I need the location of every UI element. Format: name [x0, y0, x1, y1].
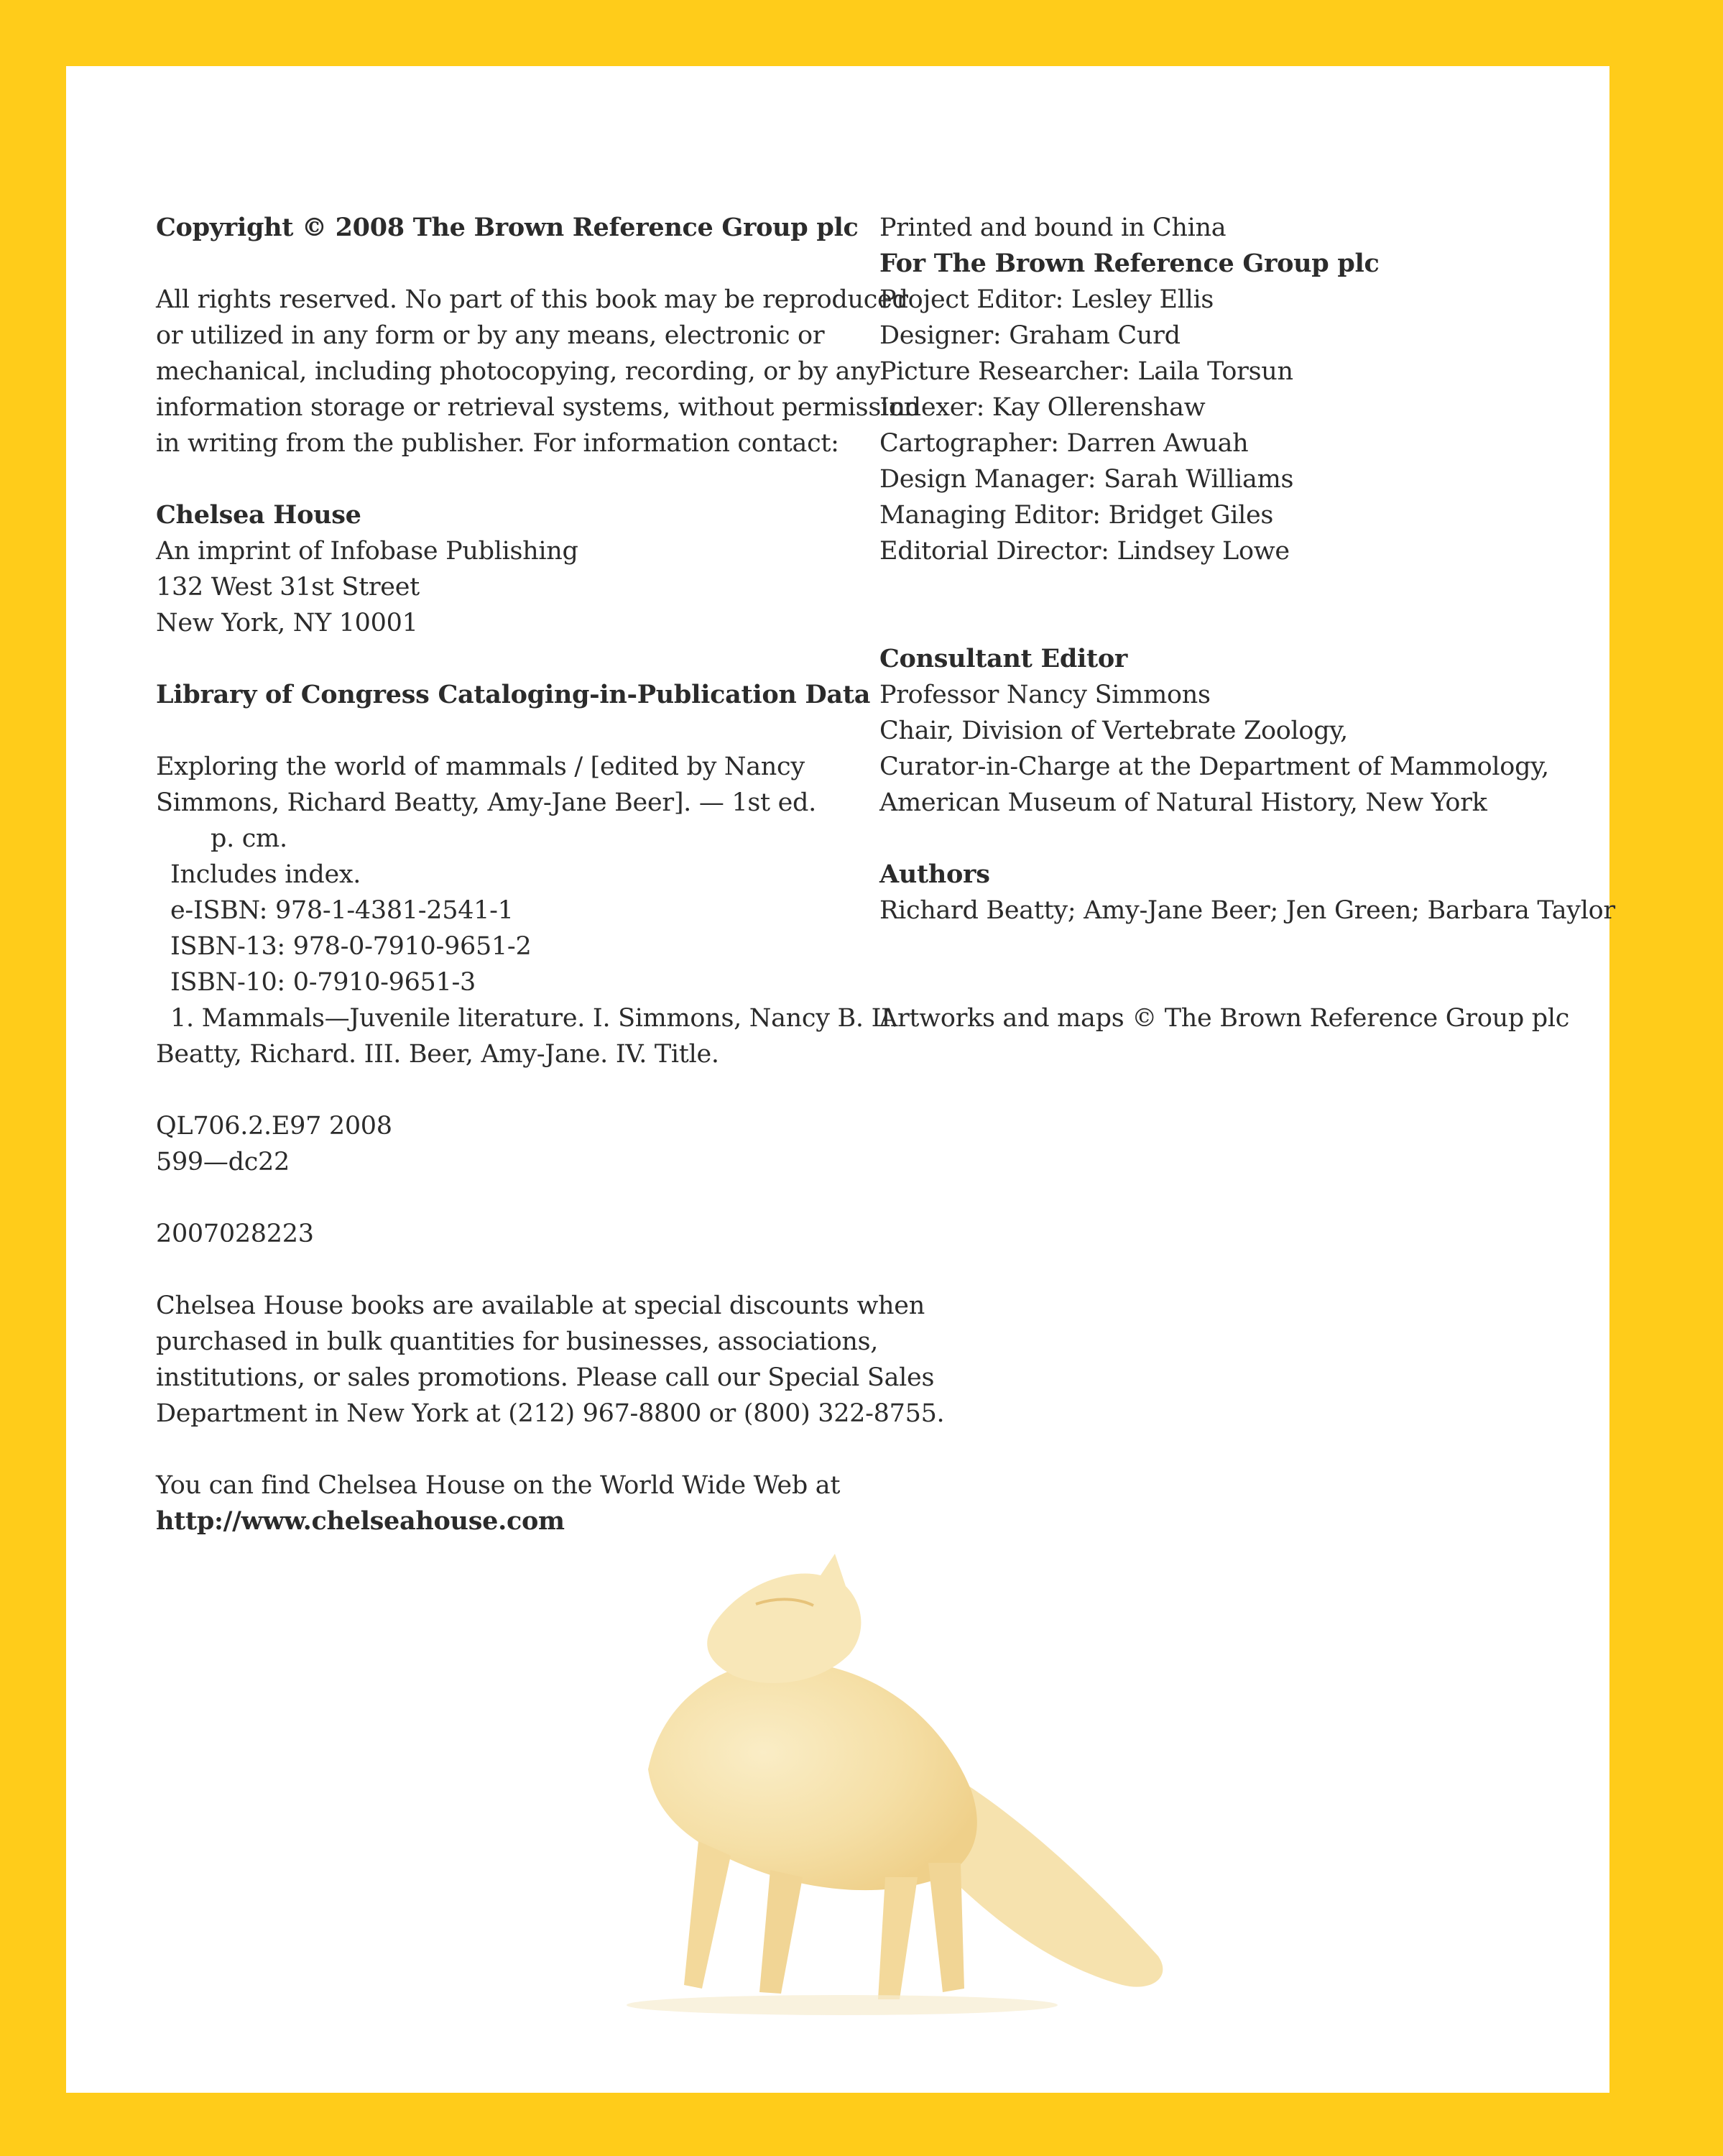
cip-subjects: 1. Mammals—Juvenile literature. I. Simmons, Nancy B. II. [170, 1004, 899, 1033]
rights-line: information storage or retrieval systems, without permission [156, 393, 920, 422]
cip-pcm: p. cm. [211, 824, 287, 853]
discount-line: institutions, or sales promotions. Please call our Special Sales [156, 1363, 935, 1392]
lc-classification: QL706.2.E97 2008 [156, 1112, 392, 1141]
fox-shadow [627, 1995, 1058, 2015]
credit-line: Managing Editor: Bridget Giles [879, 501, 1274, 530]
cip-subjects-cont: Beatty, Richard. III. Beer, Amy-Jane. IV. Title. [156, 1040, 719, 1069]
cip-title-line: Simmons, Richard Beatty, Amy-Jane Beer]. — 1st ed. [156, 788, 816, 817]
publisher-address: 132 West 31st Street [156, 573, 420, 602]
publisher-name: Chelsea House [156, 500, 361, 530]
rights-line: or utilized in any form or by any means, electronic or [156, 321, 825, 350]
consultant-line: Chair, Division of Vertebrate Zoology, [879, 717, 1348, 745]
authors-heading: Authors [879, 860, 990, 889]
discount-line: purchased in bulk quantities for businesses, associations, [156, 1327, 879, 1356]
lccn: 2007028223 [156, 1220, 314, 1248]
credit-line: Cartographer: Darren Awuah [879, 429, 1249, 458]
fox-head [707, 1554, 861, 1683]
rights-line: mechanical, including photocopying, recording, or by any [156, 357, 880, 386]
copyright-heading: Copyright © 2008 The Brown Reference Group plc [156, 213, 859, 242]
fox-illustration [540, 1554, 1273, 2042]
eisbn: e-ISBN: 978-1-4381-2541-1 [170, 896, 514, 925]
web-line: You can find Chelsea House on the World Wide Web at [156, 1471, 841, 1500]
fox-leg [878, 1877, 918, 1999]
cip-title-line: Exploring the world of mammals / [edited by Nancy [156, 752, 805, 781]
credit-line: Picture Researcher: Laila Torsun [879, 357, 1293, 386]
credit-line: Designer: Graham Curd [879, 321, 1181, 350]
rights-line: All rights reserved. No part of this book may be reproduced [156, 285, 908, 314]
credit-line: Editorial Director: Lindsey Lowe [879, 537, 1290, 566]
cip-index: Includes index. [170, 860, 361, 889]
fox-leg [684, 1841, 731, 1989]
isbn10: ISBN-10: 0-7910-9651-3 [170, 968, 476, 997]
publisher-line: An imprint of Infobase Publishing [156, 537, 578, 566]
publisher-city: New York, NY 10001 [156, 609, 418, 637]
consultant-heading: Consultant Editor [879, 644, 1128, 673]
discount-line: Department in New York at (212) 967-8800 or (800) 322-8755. [156, 1399, 945, 1428]
dewey-classification: 599—dc22 [156, 1148, 290, 1176]
fox-leg [928, 1863, 964, 1992]
consultant-line: Professor Nancy Simmons [879, 681, 1211, 709]
credit-line: Design Manager: Sarah Williams [879, 465, 1294, 494]
consultant-line: American Museum of Natural History, New York [879, 788, 1487, 817]
printed-line: Printed and bound in China [879, 213, 1227, 242]
discount-line: Chelsea House books are available at special discounts when [156, 1291, 925, 1320]
rights-line: in writing from the publisher. For information contact: [156, 429, 839, 458]
credits-heading: For The Brown Reference Group plc [879, 249, 1380, 278]
right-column [879, 210, 1615, 1036]
copyright-page [66, 66, 1615, 2093]
fox-leg [759, 1870, 803, 1994]
authors-line: Richard Beatty; Amy-Jane Beer; Jen Green; Barbara Taylor [879, 896, 1615, 925]
consultant-line: Curator-in-Charge at the Department of Mammology, [879, 752, 1549, 781]
web-url-link[interactable]: http://www.chelseahouse.com [156, 1506, 565, 1536]
artworks-credit: Artworks and maps © The Brown Reference Group plc [879, 1004, 1570, 1033]
credit-line: Project Editor: Lesley Ellis [879, 285, 1214, 314]
fox-tail [943, 1769, 1163, 1987]
cip-heading: Library of Congress Cataloging-in-Publication Data [156, 680, 871, 709]
isbn13: ISBN-13: 978-0-7910-9651-2 [170, 932, 532, 961]
credit-line: Indexer: Kay Ollerenshaw [879, 393, 1206, 422]
